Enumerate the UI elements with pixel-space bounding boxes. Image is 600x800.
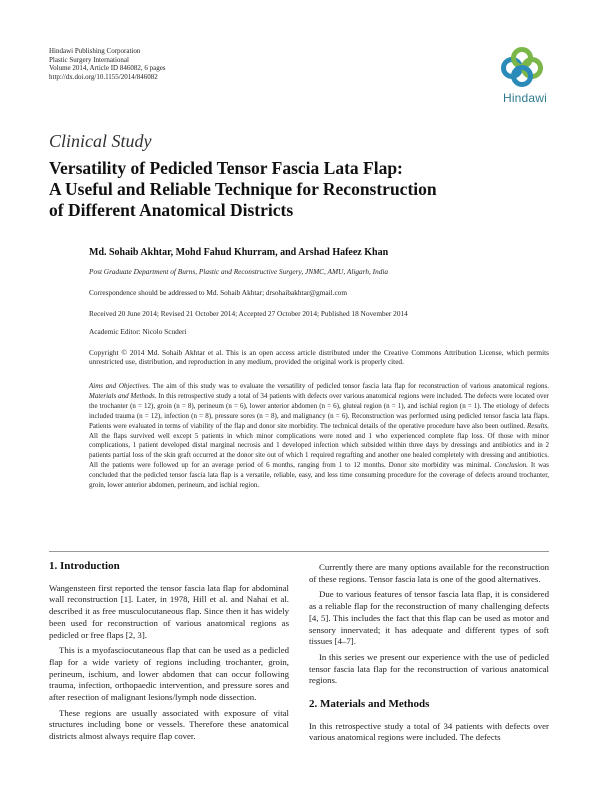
title-line-2: A Useful and Reliable Technique for Reconstruction <box>49 179 437 199</box>
journal-name: Plastic Surgery International <box>49 55 129 64</box>
right-paragraph-1: Currently there are many options available for the reconstruction of these regions. Tensor fascia lata is one of the good alternatives. <box>309 562 549 584</box>
abstract-results-label: Results. <box>527 421 549 430</box>
volume-info: Volume 2014, Article ID 846082, 6 pages <box>49 64 166 73</box>
abstract-aims: The aim of this study was to evaluate the versatility of pedicled tensor fascia lata flap for reconstruction of various anatomical regions. <box>150 382 549 390</box>
methods-paragraph-1: In this retrospective study a total of 34 patients with defects over various anatomical regions were included. The defects <box>309 720 549 743</box>
abstract-methods: In this retrospective study a total of 34 patients with defects over various anatomical regions were included. The defects were located over the trochanter (n = 12), groin (n = 8), perineum (n = 6), lower anterior abdomen (n = 6), gluteal region (n = 1), and ischial region (n = 1). The etiology of defects included trauma (n = 12), infection (n = 8), pressure sores (n = 8), and malignancy (n = 6). Reconstruction was performed using pedicled tensor fascia lata flaps. Patients were evaluated in terms of viability of the flap and donor site morbidity. The technical details of the operative procedure have also been outlined. <box>89 391 549 430</box>
abstract-results: All the flaps survived well except 5 patients in which minor complications were noted and 1 who experienced complete flap loss. Of those with minor complications, 1 patient developed distal marginal necrosis and 1 developed infection which subsided within three days by dressings and antibiotics and in 2 patients partial loss of the skin graft occurred at the donor site out of which 1 required regrafting and another one healed completely with dressing and antibiotics. All the patients were followed up for an average period of 6 months, ranging from 1 to 12 months. Donor site morbidity was minimal. <box>89 431 549 470</box>
hindawi-logo-text: Hindawi <box>502 91 548 105</box>
title-line-3: of Different Anatomical Districts <box>49 200 294 220</box>
paper-title <box>49 158 549 221</box>
article-type: Clinical Study <box>49 131 152 151</box>
hindawi-logo <box>497 44 553 108</box>
abstract-aims-label: Aims and Objectives. <box>89 382 151 390</box>
intro-paragraph-2: This is a myofasciocutaneous flap that can be used as a pedicled flap for a wide variety of regions including trochanter, groin, perineum, ischium, and lower abdomen that can occur following trauma, infection, orthopaedic intervention, and pressure sores and after resection of malignant lesions/lymph node dissection. <box>49 645 289 703</box>
intro-paragraph-3: These regions are usually associated with exposure of vital structures including bone or vessels. Therefore these anatomical districts almost always require flap cover. <box>49 707 289 742</box>
affiliation: Post Graduate Department of Burns, Plastic and Reconstructive Surgery, JNMC, AMU, Aligarh, India <box>89 267 389 276</box>
publisher: Hindawi Publishing Corporation <box>49 47 141 55</box>
academic-editor: Academic Editor: Nicolo Scuderi <box>89 327 187 336</box>
right-paragraph-2: Due to various features of tensor fascia lata flap, it is considered as a reliable flap for the reconstruction of many challenging defects [4, 5]. This includes the fact that this flap can be used as motor and sensory innervated; it has adequate and different types of soft tissues [4–7]. <box>309 589 549 647</box>
authors: Md. Sohaib Akhtar, Mohd Fahud Khurram, and Arshad Hafeez Khan <box>89 247 389 258</box>
doi-link[interactable]: http://dx.doi.org/10.1155/2014/846082 <box>49 72 158 81</box>
right-paragraph-3: In this series we present our experience with the use of pedicled tensor fascia lata flap for the reconstruction of various anatomical regions. <box>309 651 549 686</box>
abstract-conclusion: It was concluded that the pedicled tensor fascia lata flap is a versatile, reliable, easy, and less time consuming procedure for the coverage of defects around trochanter, groin, lower anterior abdomen, perineum, and ischial region. <box>89 461 549 490</box>
abstract-conclusion-label: Conclusion. <box>494 461 528 470</box>
abstract-methods-label: Materials and Methods. <box>89 391 157 400</box>
methods-heading: 2. Materials and Methods <box>309 698 430 711</box>
section-divider <box>49 551 549 552</box>
correspondence: Correspondence should be addressed to Md. Sohaib Akhtar; drsohaibakhtar@gmail.com <box>89 288 348 297</box>
publication-dates: Received 20 June 2014; Revised 21 October 2014; Accepted 27 October 2014; Published 18 November 2014 <box>89 309 408 318</box>
hindawi-logo-icon <box>497 44 553 90</box>
copyright-notice: Copyright © 2014 Md. Sohaib Akhtar et al. This is an open access article distributed under the Creative Commons Attribution License, which permits unrestricted use, distribution, and reproduction in any medium, provided the original work is properly cited. <box>89 348 549 366</box>
title-line-1: Versatility of Pedicled Tensor Fascia Lata Flap: <box>49 158 403 178</box>
left-column <box>49 561 289 747</box>
journal-info <box>49 47 166 81</box>
abstract <box>89 382 549 491</box>
introduction-heading: 1. Introduction <box>49 560 120 572</box>
right-column <box>309 562 549 748</box>
intro-paragraph-1: Wangensteen first reported the tensor fascia lata flap for abdominal wall reconstruction [1]. Later, in 1978, Hill et al. and Nahai et al. described it as free musculocutaneous flap. Since then it has widely been used for reconstruction of various anatomical regions as pedicled or free flaps [2, 3]. <box>49 582 289 640</box>
